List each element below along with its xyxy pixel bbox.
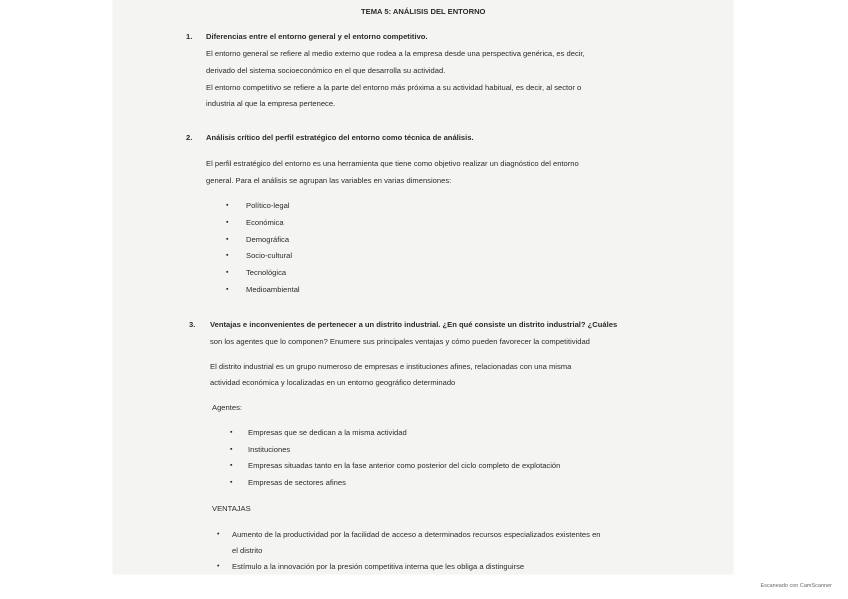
list-item: Demográfica [246, 235, 290, 244]
section-1-line: El entorno competitivo se refiere a la parte del entorno más próxima a su actividad habitual, es decir, al sector o [206, 83, 582, 92]
ventajas-label: VENTAJAS [212, 504, 251, 513]
section-3-number: 3. [189, 320, 196, 329]
section-1-line: industria al que la empresa pertenece. [206, 99, 336, 108]
section-3-heading-cont: son los agentes que lo componen? Enumere sus principales ventajas y cómo pueden favorecer la competitividad [210, 337, 590, 346]
list-item: Aumento de la productividad por la facilidad de acceso a determinados recursos especializados existentes en [232, 530, 601, 539]
bullet-dot: ▪ [226, 286, 229, 293]
bullet-dot: ▪ [226, 202, 229, 209]
bullet-dot: ▪ [230, 462, 233, 469]
list-item: Instituciones [248, 445, 291, 454]
section-2-line: El perfil estratégico del entorno es una herramienta que tiene como objetivo realizar un diagnóstico del entorno [206, 159, 579, 168]
list-item: Económica [246, 218, 284, 227]
section-1-heading: Diferencias entre el entorno general y el entorno competitivo. [206, 32, 428, 41]
section-3-heading: Ventajas e inconvenientes de pertenecer a un distrito industrial. ¿En qué consiste un distrito industrial? ¿Cuáles [210, 320, 618, 329]
section-2-line: general. Para el análisis se agrupan las variables en varias dimensiones: [206, 176, 452, 185]
bullet-dot: ▪ [226, 269, 229, 276]
list-item: Político-legal [246, 201, 290, 210]
section-3-line: actividad económica y localizadas en un entorno geográfico determinado [210, 378, 456, 387]
list-item: Estímulo a la innovación por la presión competitiva interna que les obliga a distinguirse [232, 562, 525, 571]
section-2-heading: Análisis crítico del perfil estratégico del entorno como técnica de análisis. [206, 133, 474, 142]
list-item: Socio-cultural [246, 251, 293, 260]
list-item-cont: el distrito [232, 546, 263, 555]
bullet-dot: ▪ [226, 219, 229, 226]
page-title: TEMA 5: ANÁLISIS DEL ENTORNO [361, 7, 486, 16]
list-item: Empresas situadas tanto en la fase anterior como posterior del ciclo completo de explotación [248, 461, 561, 470]
list-item: Medioambiental [246, 285, 300, 294]
list-item: Tecnológica [246, 268, 287, 277]
section-1-number: 1. [186, 32, 193, 41]
bullet-dot: ▪ [226, 252, 229, 259]
section-1-line: derivado del sistema socioeconómico en el que desarrolla su actividad. [206, 66, 446, 75]
list-item: Empresas de sectores afines [248, 478, 346, 487]
section-3-line: El distrito industrial es un grupo numeroso de empresas e instituciones afines, relacionadas con una misma [210, 362, 572, 371]
bullet-dot: ▪ [230, 429, 233, 436]
bullet-dot: ▪ [230, 479, 233, 486]
agents-label: Agentes: [212, 403, 242, 412]
section-1-line: El entorno general se refiere al medio externo que rodea a la empresa desde una perspectiva genérica, es decir, [206, 49, 585, 58]
scanner-watermark: Escaneado con CamScanner [760, 583, 832, 589]
bullet-dot: • [217, 531, 220, 538]
bullet-dot: • [217, 563, 220, 570]
section-2-number: 2. [186, 133, 193, 142]
bullet-dot: ▪ [230, 446, 233, 453]
list-item: Empresas que se dedican a la misma actividad [248, 428, 407, 437]
bullet-dot: ▪ [226, 236, 229, 243]
scanned-page [113, 0, 733, 574]
